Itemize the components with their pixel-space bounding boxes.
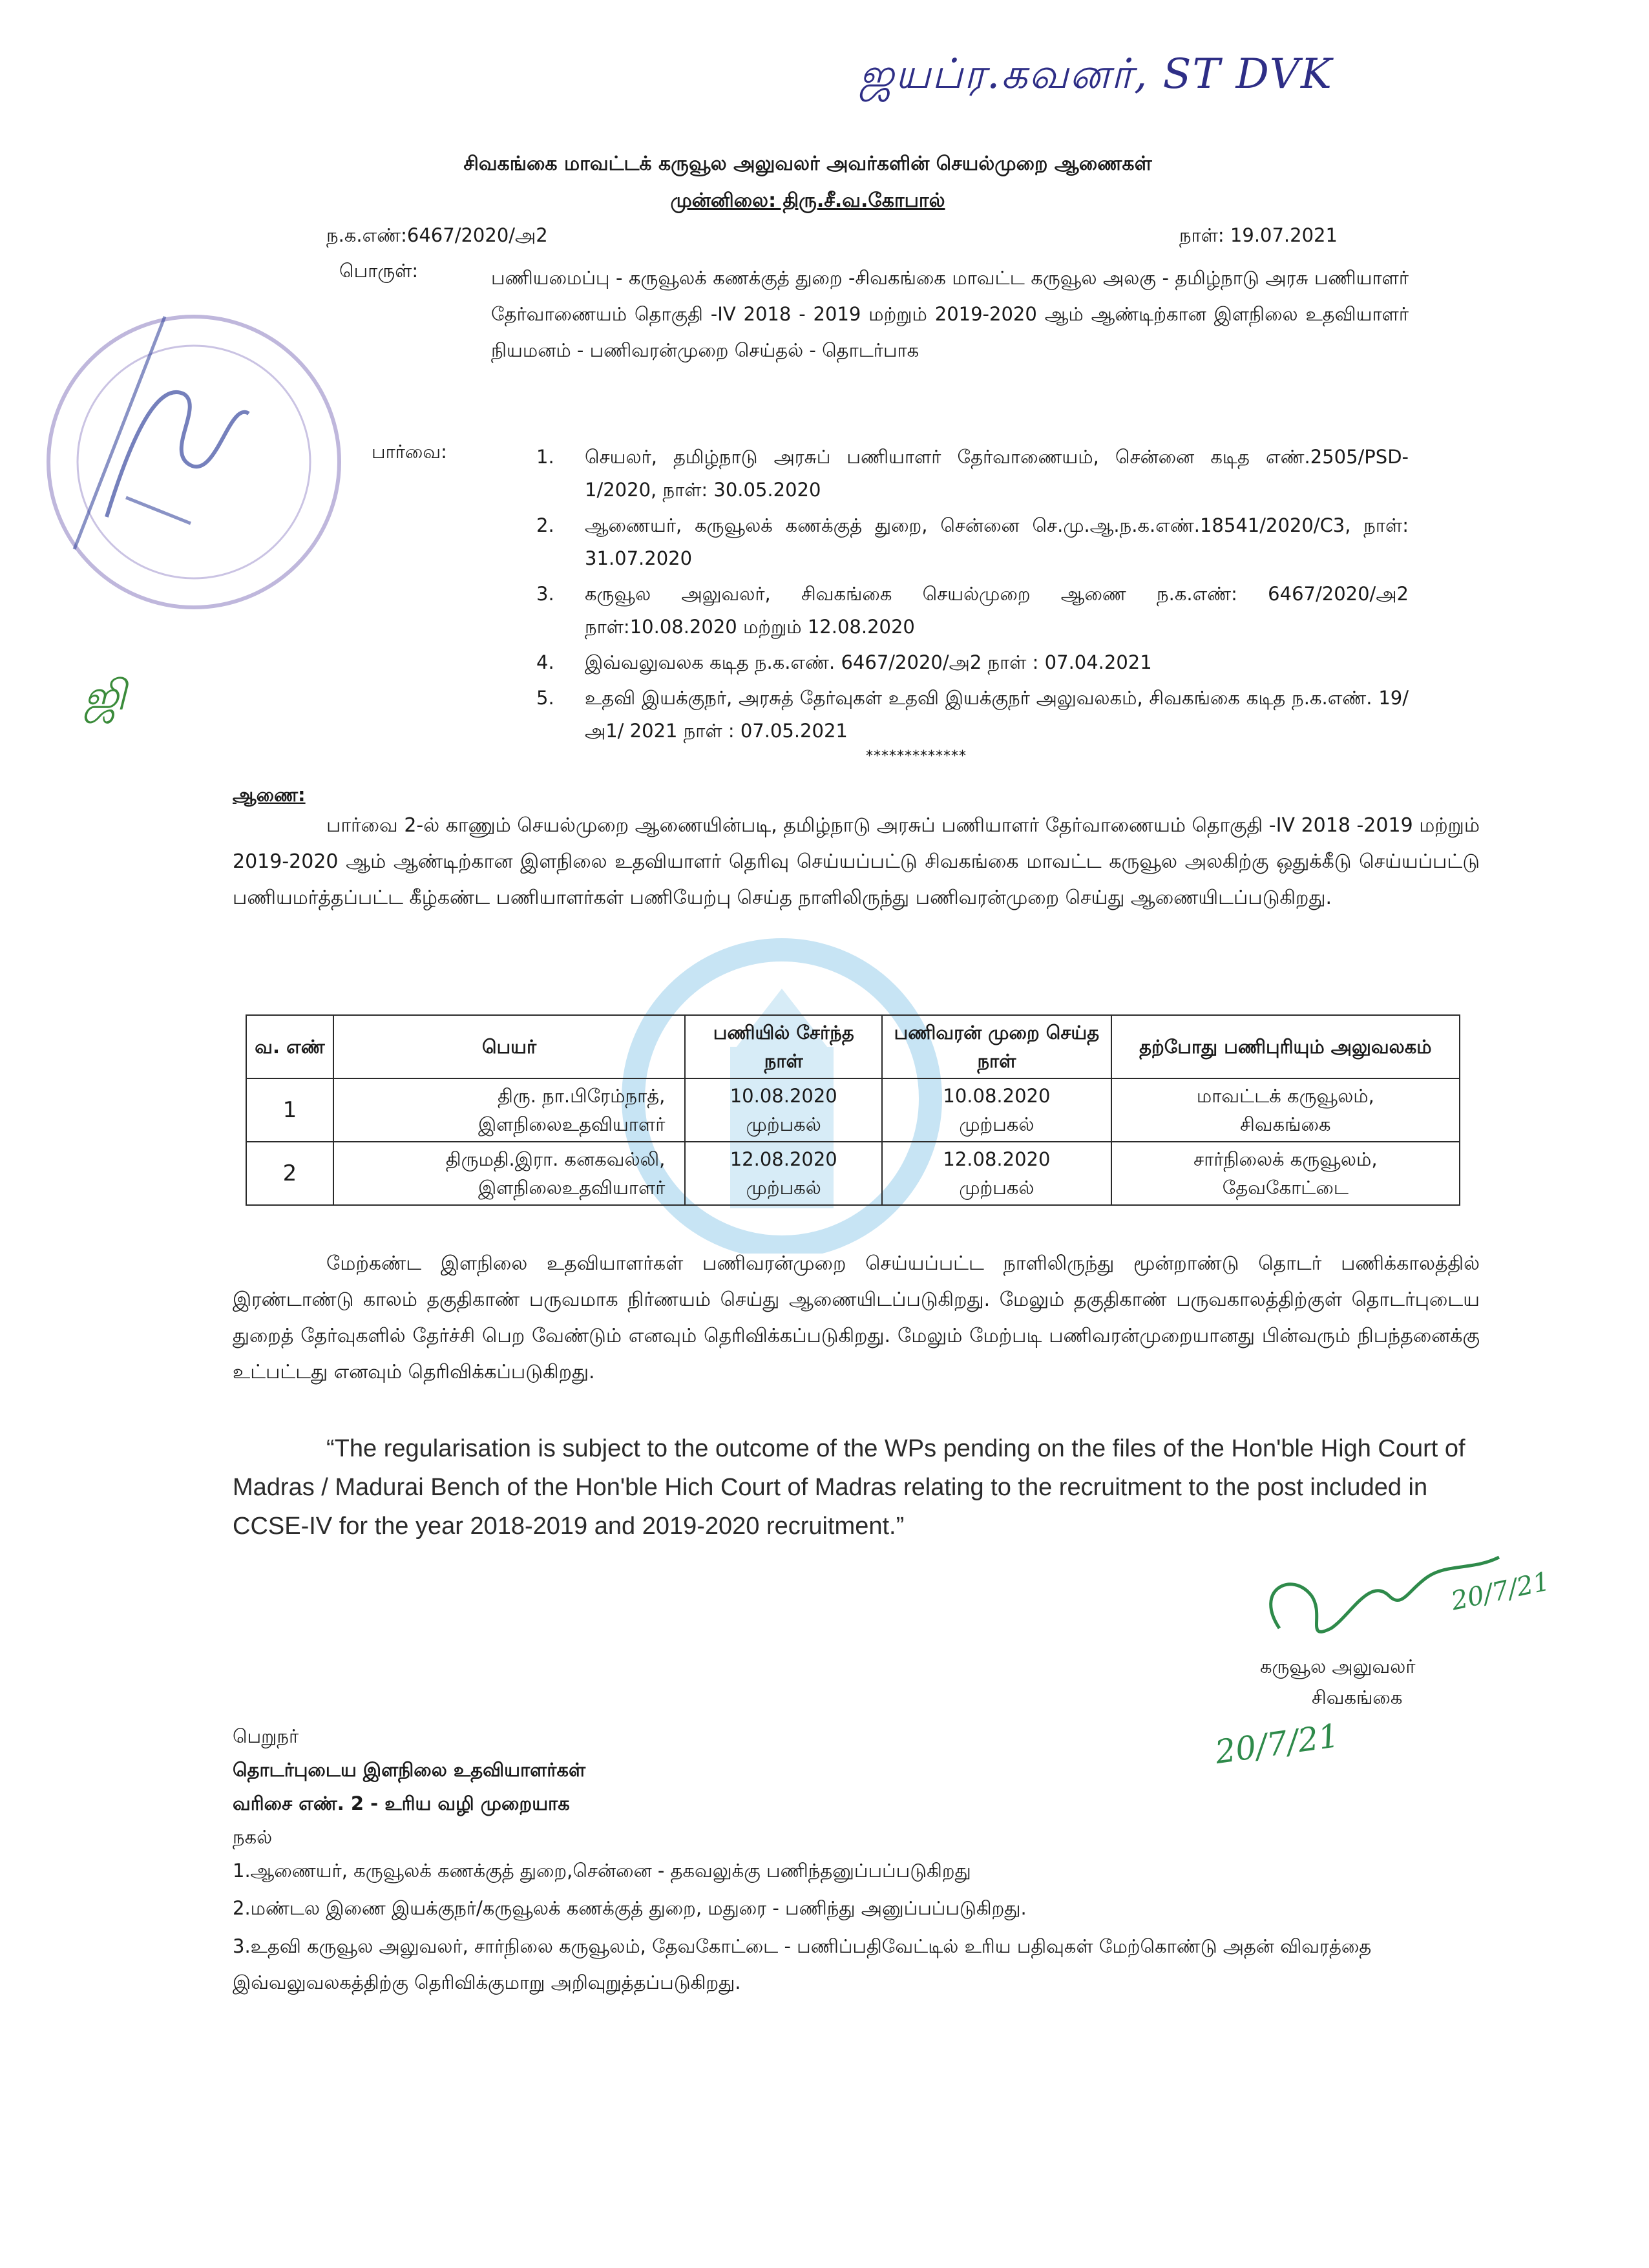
office-cell — [1111, 1078, 1460, 1142]
subject-text: பணியமைப்பு - கருவூலக் கணக்குத் துறை -சிவகங்கை மாவட்ட கருவூல அலகு - தமிழ்நாடு அரசு பணியாளர் தேர்வாணையம் தொகுதி -IV 2018 - 2019 மற்றும் 2019-2020 ஆம் ஆண்டிற்கான இளநிலை உதவியாளர் நியமனம் - பணிவரன்முறை செய்தல் - தொடர்பாக — [491, 267, 1409, 361]
reference-number: 1. — [536, 446, 554, 468]
recipient-line-1: தொடர்புடைய இளநிலை உதவியாளர்கள் — [233, 1759, 586, 1781]
office-cell — [1111, 1142, 1460, 1205]
name-cell — [333, 1142, 686, 1205]
office-place: சிவகங்கை — [1240, 1113, 1331, 1135]
signatory-block — [1260, 1651, 1416, 1713]
court-condition-text: “The regularisation is subject to the outcome of the WPs pending on the files of the Hon'ble High Court of Madras / Madurai Bench of the Hon'ble Hich Court of Madras relating to the recruitment to the post included in CCSE-IV for the year 2018-2019 and 2019-2020 recruitment.” — [233, 1435, 1465, 1540]
reg-date: 12.08.2020 — [943, 1148, 1051, 1170]
order-paragraph-2 — [233, 1246, 1480, 1391]
staff-table — [246, 1014, 1460, 1206]
employee-name: திருமதி.இரா. கனகவல்லி, — [445, 1148, 666, 1170]
header-regularisation-date: பணிவரன் முறை செய்த நாள் — [882, 1015, 1111, 1078]
court-condition-paragraph — [233, 1429, 1493, 1546]
employee-designation: இளநிலைஉதவியாளர் — [478, 1113, 666, 1135]
order-paragraph-1-text: பார்வை 2-ல் காணும் செயல்முறை ஆணையின்படி, தமிழ்நாடு அரசுப் பணியாளர் தேர்வாணையம் தொகுதி -IV 2018 -2019 மற்றும் 2019-2020 ஆம் ஆண்டிற்கான இளநிலை உதவியாளர் தெரிவு செய்யப்பட்டு சிவகங்கை மாவட்ட கருவூல அலகிற்கு ஒதுக்கீடு செய்யப்பட்டு பணியமர்த்தப்பட்ட கீழ்கண்ட பணியாளர்கள் பணியேற்பு செய்த நாளிலிருந்து பணிவரன்முறை செய்து ஆணையிடப்படுகிறது. — [233, 814, 1480, 909]
subject-label: பொருள்: — [339, 260, 419, 282]
reference-item — [536, 441, 1409, 507]
reference-number: 4. — [536, 651, 554, 673]
reference-number: 5. — [536, 687, 554, 709]
reference-list — [536, 441, 1409, 750]
header-serial: வ. எண் — [246, 1015, 333, 1078]
reference-label: பார்வை: — [372, 441, 447, 463]
copy-item-2: 2.மண்டல இணை இயக்குநர்/கருவூலக் கணக்குத் துறை, மதுரை - பணிந்து அனுப்பப்படுகிறது. — [233, 1897, 1027, 1919]
reference-item — [536, 509, 1409, 575]
join-date: 10.08.2020 — [730, 1085, 837, 1107]
presiding-officer: முன்னிலை: திரு.சீ.வ.கோபால் — [670, 189, 945, 212]
join-session: முற்பகல் — [746, 1113, 821, 1135]
copy-item-1: 1.ஆணையர், கருவூலக் கணக்குத் துறை,சென்னை - தகவலுக்கு பணிந்தனுப்பப்படுகிறது — [233, 1860, 971, 1882]
reg-session: முற்பகல் — [959, 1113, 1035, 1135]
reference-item — [536, 578, 1409, 644]
reg-date-cell — [882, 1142, 1111, 1205]
table-row — [246, 1078, 1460, 1142]
employee-name: திரு. நா.பிரேம்நாத், — [498, 1085, 666, 1107]
order-paragraph-1 — [233, 808, 1480, 916]
copy-label: நகல் — [233, 1826, 273, 1848]
signatory-place: சிவகங்கை — [1312, 1686, 1403, 1708]
join-date-cell — [685, 1142, 882, 1205]
employee-designation: இளநிலைஉதவியாளர் — [478, 1177, 666, 1199]
margin-note: ஜி — [84, 672, 127, 720]
file-number: ந.க.எண்:6467/2020/அ2 — [326, 224, 548, 246]
reg-date: 10.08.2020 — [943, 1085, 1051, 1107]
reference-item — [536, 646, 1409, 679]
reference-item — [536, 682, 1409, 748]
join-session: முற்பகல் — [746, 1177, 821, 1199]
recipient-line-2: வரிசை எண். 2 - உரிய வழி முறையாக — [233, 1792, 570, 1814]
join-date-cell — [685, 1078, 882, 1142]
signature-date: 20/7/21 — [1448, 1566, 1553, 1617]
header-join-date: பணியில் சேர்ந்த நாள் — [685, 1015, 882, 1078]
reference-text: செயலர், தமிழ்நாடு அரசுப் பணியாளர் தேர்வாணையம், சென்னை கடித எண்.2505/PSD-1/2020, நாள்: 30.05.2020 — [585, 446, 1409, 501]
officer-signature-icon — [1241, 1551, 1577, 1661]
reference-text: ஆணையர், கருவூலக் கணக்குத் துறை, சென்னை செ.மு.ஆ.ந.க.எண்.18541/2020/C3, நாள்: 31.07.2020 — [585, 514, 1409, 569]
reg-date-cell — [882, 1078, 1111, 1142]
name-cell — [333, 1078, 686, 1142]
copy-item-3: 3.உதவி கருவூல அலுவலர், சார்நிலை கருவூலம், தேவகோட்டை - பணிப்பதிவேட்டில் உரிய பதிவுகள் மேற்கொண்டு அதன் விவரத்தை இவ்வலுவலகத்திற்கு தெரிவிக்குமாறு அறிவுறுத்தப்படுகிறது. — [233, 1935, 1372, 1993]
reference-number: 3. — [536, 583, 554, 605]
order-label: ஆணை: — [233, 784, 306, 806]
join-date: 12.08.2020 — [730, 1148, 837, 1170]
separator-stars: ************* — [866, 748, 967, 764]
reference-text: இவ்வலுவலக கடித ந.க.எண். 6467/2020/அ2 நாள் : 07.04.2021 — [585, 651, 1152, 673]
serial-cell: 1 — [246, 1078, 333, 1142]
reference-text: கருவூல அலுவலர், சிவகங்கை செயல்முறை ஆணை ந.க.எண்: 6467/2020/அ2 நாள்:10.08.2020 மற்றும் 12.08.2020 — [585, 583, 1409, 638]
signatory-title: கருவூல அலுவலர் — [1260, 1655, 1416, 1677]
order-title: சிவகங்கை மாவட்டக் கருவூல அலுவலர் அவர்களின் செயல்முறை ஆணைகள் — [463, 152, 1152, 175]
order-date: நாள்: 19.07.2021 — [1179, 224, 1338, 246]
table-header-row — [246, 1015, 1460, 1078]
office-seal-icon — [36, 304, 352, 620]
header-name: பெயர் — [333, 1015, 686, 1078]
reference-number: 2. — [536, 514, 554, 536]
office-place: தேவகோட்டை — [1222, 1177, 1349, 1199]
reg-session: முற்பகல் — [959, 1177, 1035, 1199]
reference-text: உதவி இயக்குநர், அரசுத் தேர்வுகள் உதவி இயக்குநர் அலுவலகம், சிவகங்கை கடித ந.க.எண். 19/ அ1/ 2021 நாள் : 07.05.2021 — [585, 687, 1409, 742]
initials-mark: 20/7/21 — [1212, 1716, 1341, 1772]
recipient-label: பெறுநர் — [233, 1725, 299, 1747]
office-name: மாவட்டக் கருவூலம், — [1196, 1085, 1374, 1107]
order-paragraph-2-text: மேற்கண்ட இளநிலை உதவியாளர்கள் பணிவரன்முறை செய்யப்பட்ட நாளிலிருந்து மூன்றாண்டு தொடர் பணிக்காலத்தில் இரண்டாண்டு காலம் தகுதிகாண் பருவமாக நிர்ணயம் செய்து ஆணையிடப்படுகிறது. மேலும் தகுதிகாண் பருவகாலத்திற்குள் தொடர்புடைய துறைத் தேர்வுகளில் தேர்ச்சி பெற வேண்டும் எனவும் தெரிவிக்கப்படுகிறது. மேலும் மேற்படி பணிவரன்முறையானது பின்வரும் நிபந்தனைக்கு உட்பட்டது எனவும் தெரிவிக்கப்படுகிறது. — [233, 1252, 1480, 1383]
header-current-office: தற்போது பணிபுரியும் அலுவலகம் — [1111, 1015, 1460, 1078]
office-name: சார்நிலைக் கருவூலம், — [1193, 1148, 1378, 1170]
table-row — [246, 1142, 1460, 1205]
handwritten-top-note: ஜயப்ர.கவனர், ST DVK — [859, 50, 1333, 98]
serial-cell: 2 — [246, 1142, 333, 1205]
